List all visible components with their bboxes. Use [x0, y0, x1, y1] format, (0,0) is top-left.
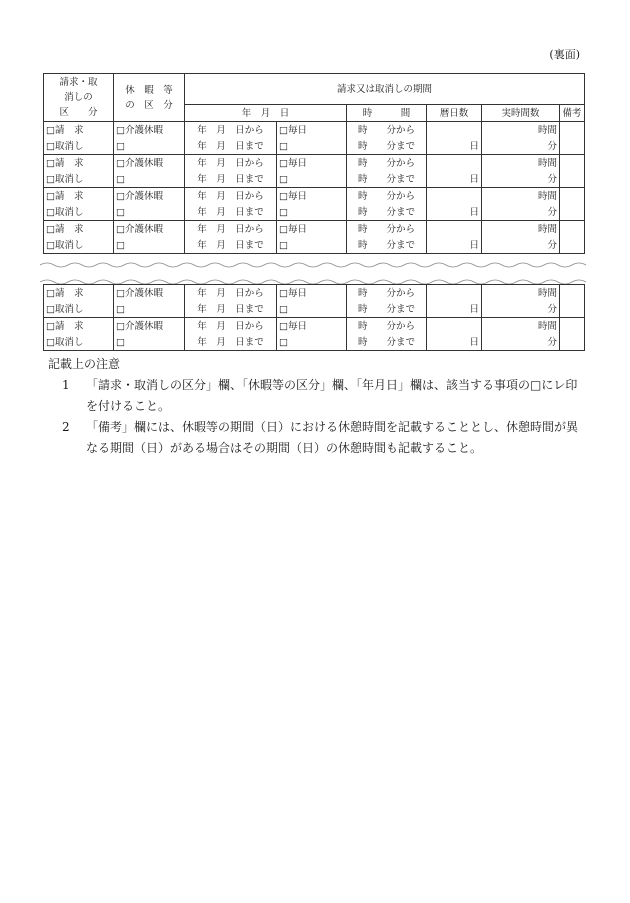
days-unit: 日: [427, 237, 482, 254]
header-leave-category: 休 暇 等 の 区 分: [114, 74, 185, 122]
date-from-field[interactable]: 年 月 日から: [185, 155, 277, 172]
request-checkbox[interactable]: □請 求: [44, 285, 114, 302]
time-to-field[interactable]: 時 分まで: [347, 204, 427, 221]
leave-request-table-continued: [43, 284, 585, 351]
cancel-checkbox[interactable]: □取消し: [44, 301, 114, 318]
request-checkbox[interactable]: □請 求: [44, 122, 114, 139]
date-to-field[interactable]: 年 月 日まで: [185, 334, 277, 351]
entry-row-top: [44, 318, 585, 335]
date-other-checkbox[interactable]: □: [277, 301, 347, 318]
date-to-field[interactable]: 年 月 日まで: [185, 237, 277, 254]
entry-row-bottom: [44, 237, 585, 254]
header-request-cancel-category: 請求・取 消しの 区 分: [44, 74, 114, 122]
remarks-field[interactable]: [560, 122, 585, 155]
note-text: 「備考」欄には、休暇等の期間（日）における休憩時間を記載することとし、休憩時間が異なる期間（日）がある場合はその期間（日）の休憩時間も記載すること。: [86, 420, 579, 455]
date-other-checkbox[interactable]: □: [277, 237, 347, 254]
page-side-label: (裏面): [549, 48, 580, 61]
daily-checkbox[interactable]: □毎日: [277, 285, 347, 302]
calendar-days-field[interactable]: [427, 285, 482, 302]
daily-checkbox[interactable]: □毎日: [277, 221, 347, 238]
days-unit: 日: [427, 334, 482, 351]
note-item-2: [62, 417, 588, 459]
request-checkbox[interactable]: □請 求: [44, 221, 114, 238]
date-from-field[interactable]: 年 月 日から: [185, 285, 277, 302]
time-to-field[interactable]: 時 分まで: [347, 301, 427, 318]
calendar-days-field[interactable]: [427, 122, 482, 139]
notes-title: 記載上の注意: [48, 357, 121, 371]
time-from-field[interactable]: 時 分から: [347, 122, 427, 139]
header-time: 時 間: [347, 105, 427, 122]
request-checkbox[interactable]: □請 求: [44, 155, 114, 172]
leave-other-checkbox[interactable]: □: [114, 138, 185, 155]
actual-hours-field[interactable]: 時間: [482, 285, 560, 302]
cancel-checkbox[interactable]: □取消し: [44, 204, 114, 221]
date-other-checkbox[interactable]: □: [277, 204, 347, 221]
calendar-days-field[interactable]: [427, 188, 482, 205]
request-checkbox[interactable]: □請 求: [44, 188, 114, 205]
minutes-unit: 分: [482, 204, 560, 221]
entry-row-bottom: [44, 334, 585, 351]
remarks-field[interactable]: [560, 155, 585, 188]
cancel-checkbox[interactable]: □取消し: [44, 138, 114, 155]
actual-hours-field[interactable]: 時間: [482, 188, 560, 205]
actual-hours-field[interactable]: 時間: [482, 221, 560, 238]
note-item-1: [62, 375, 588, 417]
date-to-field[interactable]: 年 月 日まで: [185, 204, 277, 221]
daily-checkbox[interactable]: □毎日: [277, 122, 347, 139]
time-from-field[interactable]: 時 分から: [347, 155, 427, 172]
leave-other-checkbox[interactable]: □: [114, 204, 185, 221]
date-to-field[interactable]: 年 月 日まで: [185, 301, 277, 318]
care-leave-checkbox[interactable]: □介護休暇: [114, 188, 185, 205]
note-number: 1: [62, 378, 70, 392]
minutes-unit: 分: [482, 138, 560, 155]
daily-checkbox[interactable]: □毎日: [277, 188, 347, 205]
time-to-field[interactable]: 時 分まで: [347, 171, 427, 188]
entry-row-top: [44, 122, 585, 139]
calendar-days-field[interactable]: [427, 318, 482, 335]
time-to-field[interactable]: 時 分まで: [347, 237, 427, 254]
actual-hours-field[interactable]: 時間: [482, 155, 560, 172]
omission-break: [40, 260, 588, 286]
leave-other-checkbox[interactable]: □: [114, 237, 185, 254]
care-leave-checkbox[interactable]: □介護休暇: [114, 285, 185, 302]
note-text: 「請求・取消しの区分」欄、「休暇等の区分」欄、「年月日」欄は、該当する事項の□にレ印を付けること。: [86, 378, 578, 413]
date-from-field[interactable]: 年 月 日から: [185, 318, 277, 335]
minutes-unit: 分: [482, 237, 560, 254]
daily-checkbox[interactable]: □毎日: [277, 318, 347, 335]
daily-checkbox[interactable]: □毎日: [277, 155, 347, 172]
leave-other-checkbox[interactable]: □: [114, 334, 185, 351]
actual-hours-field[interactable]: 時間: [482, 122, 560, 139]
request-checkbox[interactable]: □請 求: [44, 318, 114, 335]
header-date: 年 月 日: [185, 105, 347, 122]
remarks-field[interactable]: [560, 285, 585, 318]
date-from-field[interactable]: 年 月 日から: [185, 221, 277, 238]
minutes-unit: 分: [482, 171, 560, 188]
header-actual-hours: 実時間数: [482, 105, 560, 122]
cancel-checkbox[interactable]: □取消し: [44, 237, 114, 254]
date-to-field[interactable]: 年 月 日まで: [185, 138, 277, 155]
entry-row-bottom: [44, 204, 585, 221]
entry-row-bottom: [44, 301, 585, 318]
calendar-days-field[interactable]: [427, 155, 482, 172]
remarks-field[interactable]: [560, 188, 585, 221]
time-from-field[interactable]: 時 分から: [347, 221, 427, 238]
leave-other-checkbox[interactable]: □: [114, 171, 185, 188]
days-unit: 日: [427, 301, 482, 318]
time-from-field[interactable]: 時 分から: [347, 285, 427, 302]
entry-row-top: [44, 155, 585, 172]
leave-other-checkbox[interactable]: □: [114, 301, 185, 318]
days-unit: 日: [427, 204, 482, 221]
cancel-checkbox[interactable]: □取消し: [44, 334, 114, 351]
entry-row-top: [44, 221, 585, 238]
note-number: 2: [62, 420, 70, 434]
calendar-days-field[interactable]: [427, 221, 482, 238]
date-to-field[interactable]: 年 月 日まで: [185, 171, 277, 188]
minutes-unit: 分: [482, 301, 560, 318]
time-to-field[interactable]: 時 分まで: [347, 138, 427, 155]
entry-row-bottom: [44, 171, 585, 188]
header-request-period: 請求又は取消しの期間: [185, 74, 585, 105]
date-other-checkbox[interactable]: □: [277, 334, 347, 351]
leave-request-table: [43, 73, 585, 254]
date-from-field[interactable]: 年 月 日から: [185, 122, 277, 139]
entry-row-top: [44, 188, 585, 205]
days-unit: 日: [427, 138, 482, 155]
minutes-unit: 分: [482, 334, 560, 351]
time-from-field[interactable]: 時 分から: [347, 318, 427, 335]
header-calendar-days: 暦日数: [427, 105, 482, 122]
entry-row-bottom: [44, 138, 585, 155]
cancel-checkbox[interactable]: □取消し: [44, 171, 114, 188]
care-leave-checkbox[interactable]: □介護休暇: [114, 155, 185, 172]
care-leave-checkbox[interactable]: □介護休暇: [114, 221, 185, 238]
remarks-field[interactable]: [560, 318, 585, 351]
entry-row-top: [44, 285, 585, 302]
time-to-field[interactable]: 時 分まで: [347, 334, 427, 351]
care-leave-checkbox[interactable]: □介護休暇: [114, 318, 185, 335]
actual-hours-field[interactable]: 時間: [482, 318, 560, 335]
header-remarks: 備考: [560, 105, 585, 122]
notes-section: [48, 354, 588, 459]
care-leave-checkbox[interactable]: □介護休暇: [114, 122, 185, 139]
time-from-field[interactable]: 時 分から: [347, 188, 427, 205]
days-unit: 日: [427, 171, 482, 188]
date-from-field[interactable]: 年 月 日から: [185, 188, 277, 205]
date-other-checkbox[interactable]: □: [277, 138, 347, 155]
remarks-field[interactable]: [560, 221, 585, 254]
date-other-checkbox[interactable]: □: [277, 171, 347, 188]
